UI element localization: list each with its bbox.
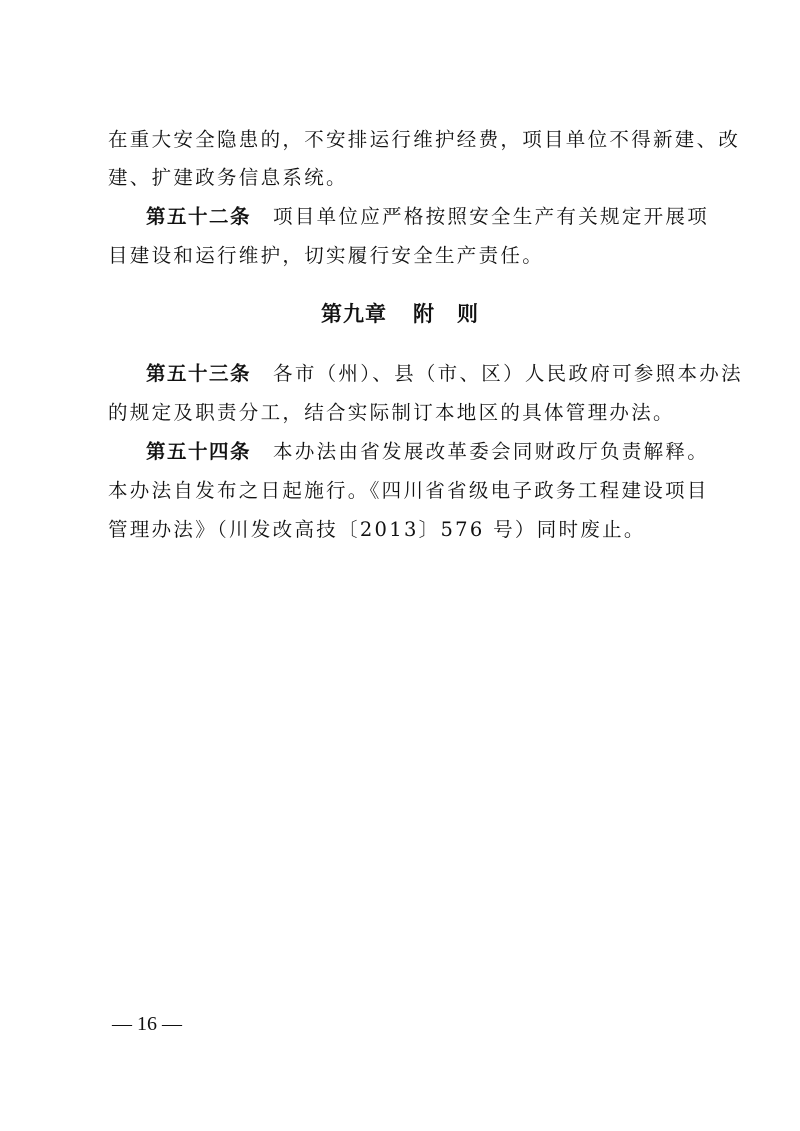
paragraph-text: 建、扩建政务信息系统。 [108,166,348,189]
article-54-line [108,479,709,503]
article-53-line [146,362,743,386]
article-54-line [146,440,710,464]
article-text: 各市（州）、县（市、区）人民政府可参照本办法 [273,362,743,385]
paragraph-text: 在重大安全隐患的，不安排运行维护经费，项目单位不得新建、改 [108,128,741,151]
article-text: 项目单位应严格按照安全生产有关规定开展项 [273,205,710,228]
article-54-line [108,518,698,542]
chapter-number: 第九章 [321,302,387,326]
article-label: 第五十三条 [146,362,252,385]
article-text: 本办法自发布之日起施行。《四川省省级电子政务工程建设项目 [108,479,709,502]
paragraph-line [108,128,741,152]
article-label: 第五十四条 [146,440,252,463]
article-53-line [108,401,698,425]
paragraph-line [108,166,698,190]
chapter-title: 附 则 [413,302,479,326]
article-52-line [108,244,698,268]
article-text: 的规定及职责分工，结合实际制订本地区的具体管理办法。 [108,401,675,424]
article-text: 目建设和运行维护，切实履行安全生产责任。 [108,244,545,267]
article-label: 第五十二条 [146,205,252,228]
chapter-heading [0,300,800,328]
article-text: 管理办法》（川发改高技〔2013〕576 号）同时废止。 [108,518,646,541]
article-text: 本办法由省发展改革委会同财政厅负责解释。 [273,440,710,463]
page-number: — 16 — [112,1013,182,1035]
article-52-line [146,205,710,229]
